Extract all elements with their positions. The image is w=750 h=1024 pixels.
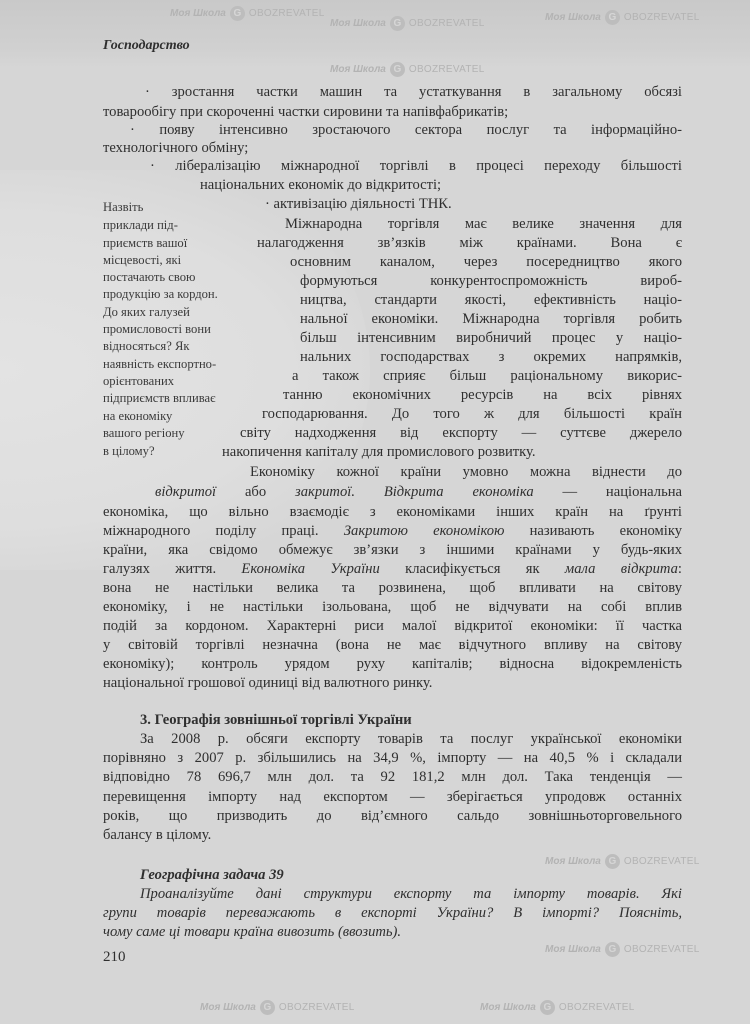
paragraph-line [103,656,682,673]
paragraph-line: більш інтенсивним виробничий процес у націо- [300,330,682,346]
sidebar-question-line: постачають свою [103,270,196,284]
paragraph-line: ництва, стандарти якості, ефективність націо- [300,292,682,308]
paragraph-line: формуються конкурентоспроможність вироб- [300,273,682,289]
paragraph-line [103,542,682,559]
paragraph-line: років, що призводить до від’ємного сальдо зовнішньоторговельного [103,808,682,824]
sidebar-question-line: підприємств впливає [103,391,216,405]
paragraph-line: Міжнародна торгівля має велике значення для [285,216,682,232]
paragraph-line: За 2008 р. обсяги експорту товарів та послуг української економіки [140,731,682,747]
text-segment: країни, яка свідомо обмежує зв’язки з іншими країнами у будь-яких [103,542,682,558]
paragraph-line [103,561,682,578]
sidebar-question-line: відносяться? Як [103,339,190,353]
text-segment: називають економіку [504,523,683,539]
obozrevatel-logo-icon: G [260,1000,275,1015]
watermark [545,10,700,25]
paragraph-line [103,675,682,692]
text-segment: галузях життя. [103,561,242,577]
watermark-partner: OBOZREVATEL [278,1002,355,1013]
sidebar-question-line: продукцію за кордон. [103,287,218,301]
task-title: Географічна задача 39 [140,867,284,883]
task-line: групи товарів переважають в експорті України? В імпорті? Поясніть, [103,905,682,921]
text-segment: або [216,484,296,500]
paragraph-line: нальної економіки. Міжнародна торгівля робить [300,311,682,327]
obozrevatel-logo-icon: G [605,942,620,957]
sidebar-question-line: місцевості, які [103,253,182,267]
watermark-brand: Моя Школа [170,8,226,19]
watermark-brand: Моя Школа [545,856,601,867]
sidebar-question-line: Назвіть [103,200,144,214]
obozrevatel-logo-icon: G [390,62,405,77]
bullet-line: національних економік до відкритості; [200,177,442,193]
paragraph-line: світу надходження від експорту — суттєве джерело [240,425,682,441]
term-italic: Закритою економікою [343,523,505,539]
obozrevatel-logo-icon: G [230,6,245,21]
task-line: чому саме ці товари країна вивозить (ввозить). [103,924,402,940]
watermark-brand: Моя Школа [545,944,601,955]
term-italic: закритої. Відкрита економіка [295,484,534,500]
watermark-partner: OBOZREVATEL [408,18,485,29]
watermark [170,6,325,21]
obozrevatel-logo-icon: G [605,10,620,25]
page-number: 210 [103,949,126,965]
text-segment: економіка, що вільно взаємодіє з економіками інших країн на ґрунті [103,504,682,520]
watermark [480,1000,635,1015]
paragraph-line: танню економічних ресурсів на всіх рівнях [283,387,682,403]
obozrevatel-logo-icon: G [605,854,620,869]
paragraph-line: накопичення капіталу для промислового розвитку. [222,444,536,460]
watermark-partner: OBOZREVATEL [623,944,700,955]
obozrevatel-logo-icon: G [390,16,405,31]
paragraph-line: перевищення імпорту над експортом — зберігається упродовж останніх [103,789,682,805]
bullet-line: · зростання частки машин та устаткування в загальному обсязі [145,84,682,100]
text-segment: економіку, і не настільки ізольована, щоб не відчувати на собі вплив [103,599,682,615]
watermark-brand: Моя Школа [330,18,386,29]
paragraph-line [103,580,682,597]
text-segment: вона не настільки велика та розвинена, щоб впливати на світову [103,580,682,596]
watermark-brand: Моя Школа [480,1002,536,1013]
sidebar-question-line: вашого регіону [103,426,185,440]
watermark-partner: OBOZREVATEL [623,12,700,23]
text-segment: подій за кордоном. Характерні риси малої відкритої економіки: її частка [103,618,682,634]
watermark [330,62,485,77]
paragraph-line [155,484,682,501]
bullet-line: технологічного обміну; [103,140,249,156]
term-italic: відкритої [155,484,217,500]
sidebar-question-line: промисловості вони [103,322,211,336]
paragraph-line: налагодження зв’язків між країнами. Вона є [257,235,682,251]
sidebar-question-line: на економіку [103,409,173,423]
watermark-brand: Моя Школа [200,1002,256,1013]
paragraph-line: господарювання. До того ж для більшості країн [262,406,682,422]
section-heading: 3. Географія зовнішньої торгівлі України [140,712,412,728]
paragraph-line: відповідно 78 696,7 млн дол. та 92 181,2 млн дол. Така тенденція — [103,769,682,785]
term-italic: Економіка України [241,561,380,577]
text-segment: у світовій торгівлі незначна (вона не має відчутного впливу на світову [103,637,682,653]
bullet-line: товарообігу при скороченні частки сировини та напівфабрикатів; [103,104,509,120]
term-italic: мала відкрита [564,561,678,577]
text-segment: національної грошової одиниці від валютного ринку. [103,675,433,691]
paragraph-line [103,504,682,521]
paragraph-line: нальних господарствах з окремих напрямків, [300,349,682,365]
bullet-line: · активізацію діяльності ТНК. [265,196,452,212]
paragraph-line [103,523,682,540]
text-segment: міжнародного поділу праці. [103,523,344,539]
sidebar-question-line: приклади під- [103,218,178,232]
paragraph-line: балансу в цілому. [103,827,212,843]
text-segment: Економіку кожної країни умовно можна віднести до [250,464,682,480]
watermark-brand: Моя Школа [545,12,601,23]
sidebar-question-line: приємств вашої [103,236,188,250]
watermark-partner: OBOZREVATEL [248,8,325,19]
paragraph-line [103,618,682,635]
watermark-partner: OBOZREVATEL [408,64,485,75]
paragraph-line [250,464,682,481]
watermark-partner: OBOZREVATEL [558,1002,635,1013]
paragraph-line [103,599,682,616]
sidebar-question-line: в цілому? [103,444,155,458]
bullet-line: · лібералізацію міжнародної торгівлі в процесі переходу більшості [150,158,682,174]
watermark-partner: OBOZREVATEL [623,856,700,867]
paragraph-line: основним каналом, через посередництво якого [290,254,682,270]
sidebar-question-line: орієнтованих [103,374,175,388]
watermark [545,942,700,957]
watermark [330,16,485,31]
watermark [200,1000,355,1015]
paragraph-line [103,637,682,654]
obozrevatel-logo-icon: G [540,1000,555,1015]
bullet-line: · появу інтенсивно зростаючого сектора послуг та інформаційно- [130,122,682,138]
text-segment: — національна [533,484,683,500]
section-title: Господарство [103,38,190,53]
text-segment: економіку); контроль урядом руху капіталів; відносна відокремленість [103,656,682,672]
text-segment: класифікується як [379,561,565,577]
paragraph-line: а також сприяє більш раціональному викорис- [292,368,682,384]
watermark-brand: Моя Школа [330,64,386,75]
text-segment: : [677,561,682,577]
paragraph-line: порівняно з 2007 р. збільшились на 34,9 %, імпорту — на 40,5 % і складали [103,750,682,766]
sidebar-question-line: До яких галузей [103,305,190,319]
sidebar-question-line: наявність експортно- [103,357,217,371]
task-line: Проаналізуйте дані структури експорту та імпорту товарів. Які [140,886,682,902]
